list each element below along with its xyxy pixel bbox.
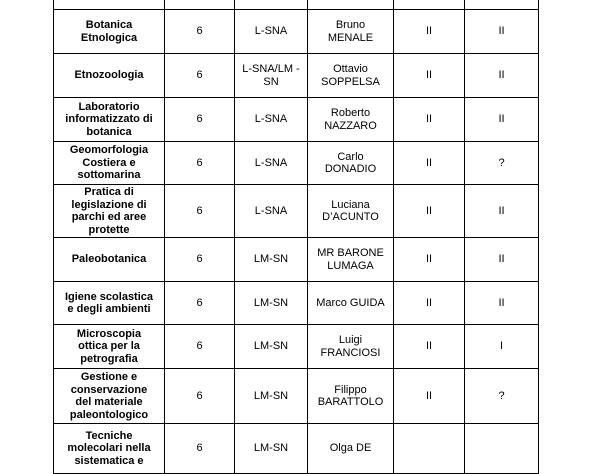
term-cell-1: II bbox=[394, 54, 465, 98]
cfu-cell: 6 bbox=[165, 282, 235, 325]
table-row bbox=[54, 10, 539, 54]
term-cell-1: II bbox=[394, 369, 465, 424]
term-cell-2: II bbox=[465, 282, 539, 325]
term-cell-1: II bbox=[394, 325, 465, 369]
course-name-cell: Igiene scolastica e degli ambienti bbox=[54, 282, 165, 325]
course-name-cell: Paleobotanica bbox=[54, 238, 165, 282]
teacher-cell: Olga DE bbox=[308, 424, 394, 474]
teacher-cell: Luigi FRANCIOSI bbox=[308, 325, 394, 369]
cfu-cell: 6 bbox=[165, 98, 235, 142]
cfu-cell: 6 bbox=[165, 424, 235, 474]
course-name-cell: Tecniche molecolari nella sistematica e bbox=[54, 424, 165, 474]
table-row bbox=[54, 98, 539, 142]
course-name-cell: Geomorfologia Costiera e sottomarina bbox=[54, 142, 165, 185]
term-cell-1: II bbox=[394, 185, 465, 238]
degree-class-cell: LM-SN bbox=[235, 238, 308, 282]
term-cell-2: II bbox=[465, 238, 539, 282]
course-name-cell: Etnozoologia bbox=[54, 54, 165, 98]
degree-class-cell: L-SNA/LM - SN bbox=[235, 54, 308, 98]
teacher-cell: Bruno MENALE bbox=[308, 10, 394, 54]
teacher-cell: Marco GUIDA bbox=[308, 282, 394, 325]
table-row bbox=[54, 282, 539, 325]
degree-class-cell: L-SNA bbox=[235, 98, 308, 142]
degree-class-cell: LM-SN bbox=[235, 369, 308, 424]
term-cell-1: II bbox=[394, 238, 465, 282]
term-cell-2: ? bbox=[465, 369, 539, 424]
teacher-cell: Luciana D’ACUNTO bbox=[308, 185, 394, 238]
term-cell-2: II bbox=[465, 54, 539, 98]
course-table bbox=[53, 0, 539, 474]
table-row bbox=[54, 142, 539, 185]
term-cell-2: II bbox=[465, 185, 539, 238]
cfu-cell: 6 bbox=[165, 142, 235, 185]
term-cell-1: II bbox=[394, 282, 465, 325]
table-row bbox=[54, 238, 539, 282]
term-cell-1: II bbox=[394, 10, 465, 54]
cfu-cell: 6 bbox=[165, 185, 235, 238]
cfu-cell: 6 bbox=[165, 238, 235, 282]
term-cell-2: ? bbox=[465, 142, 539, 185]
degree-class-cell bbox=[235, 0, 308, 10]
term-cell-1 bbox=[394, 424, 465, 474]
term-cell-1 bbox=[394, 0, 465, 10]
course-name-cell: Laboratorio informatizzato di botanica bbox=[54, 98, 165, 142]
cfu-cell bbox=[165, 0, 235, 10]
cfu-cell: 6 bbox=[165, 325, 235, 369]
table-row bbox=[54, 325, 539, 369]
degree-class-cell: LM-SN bbox=[235, 424, 308, 474]
teacher-cell bbox=[308, 0, 394, 10]
term-cell-2: I bbox=[465, 325, 539, 369]
teacher-cell: Carlo DONADIO bbox=[308, 142, 394, 185]
table-row bbox=[54, 424, 539, 474]
table-row bbox=[54, 54, 539, 98]
term-cell-2 bbox=[465, 424, 539, 474]
course-name-cell: Gestione e conservazione del materiale paleontologico bbox=[54, 369, 165, 424]
cfu-cell: 6 bbox=[165, 54, 235, 98]
course-name-cell bbox=[54, 0, 165, 10]
course-table-body bbox=[54, 0, 539, 474]
table-row bbox=[54, 185, 539, 238]
degree-class-cell: LM-SN bbox=[235, 282, 308, 325]
term-cell-1: II bbox=[394, 98, 465, 142]
course-name-cell: Pratica di legislazione di parchi ed aree protette bbox=[54, 185, 165, 238]
teacher-cell: Ottavio SOPPELSA bbox=[308, 54, 394, 98]
teacher-cell: Roberto NAZZARO bbox=[308, 98, 394, 142]
course-name-cell: Botanica Etnologica bbox=[54, 10, 165, 54]
term-cell-2: II bbox=[465, 98, 539, 142]
degree-class-cell: L-SNA bbox=[235, 10, 308, 54]
degree-class-cell: LM-SN bbox=[235, 325, 308, 369]
degree-class-cell: L-SNA bbox=[235, 142, 308, 185]
teacher-cell: MR BARONE LUMAGA bbox=[308, 238, 394, 282]
course-name-cell: Microscopia ottica per la petrografia bbox=[54, 325, 165, 369]
term-cell-2: II bbox=[465, 10, 539, 54]
table-row bbox=[54, 0, 539, 10]
cfu-cell: 6 bbox=[165, 369, 235, 424]
table-row bbox=[54, 369, 539, 424]
cfu-cell: 6 bbox=[165, 10, 235, 54]
term-cell-1: II bbox=[394, 142, 465, 185]
term-cell-2 bbox=[465, 0, 539, 10]
degree-class-cell: L-SNA bbox=[235, 185, 308, 238]
teacher-cell: Filippo BARATTOLO bbox=[308, 369, 394, 424]
